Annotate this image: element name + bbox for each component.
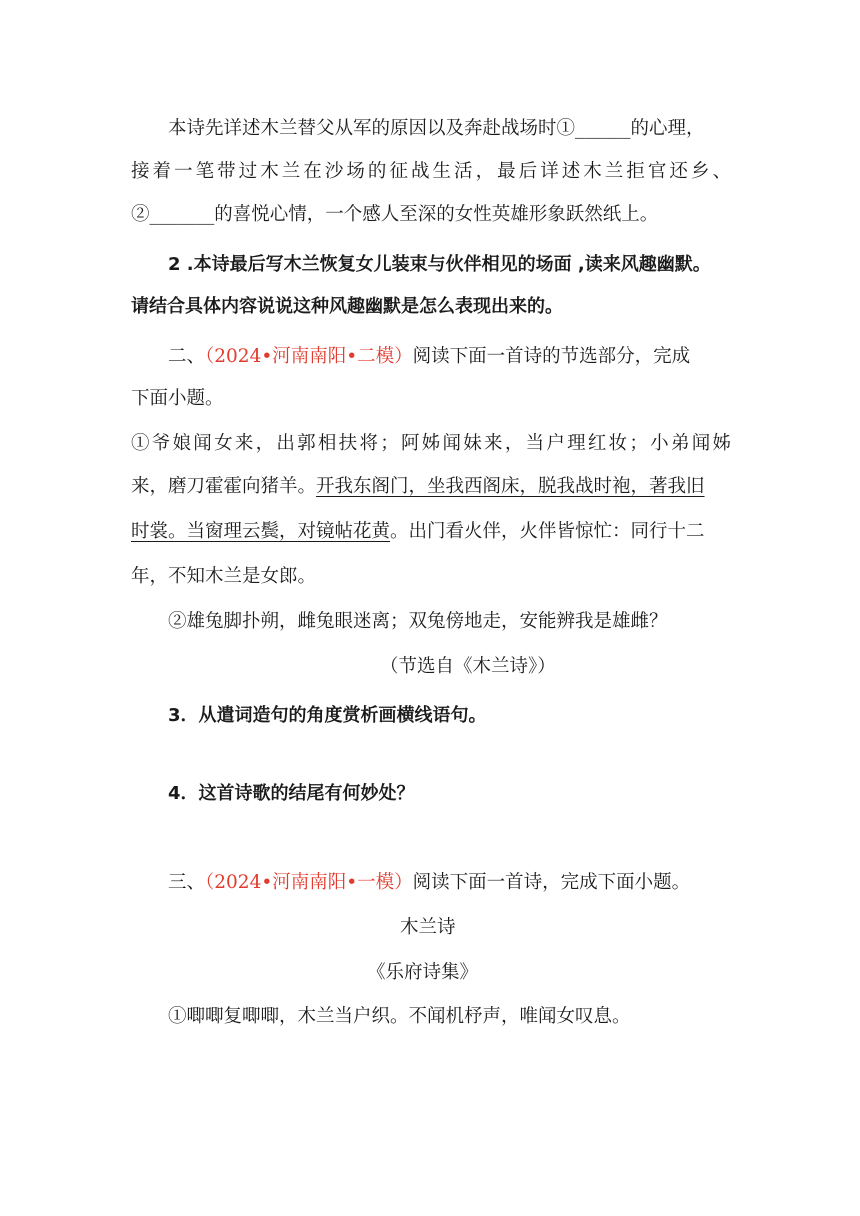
poem-plain-text: 来，磨刀霍霍向猪羊。 [131, 476, 317, 497]
section-3-heading [168, 871, 728, 895]
section-prefix: 三、 [168, 872, 206, 893]
section-source: （2024•河南南阳•一模） [205, 872, 413, 893]
section-source: （2024•河南南阳•二模） [205, 346, 413, 367]
section-2-heading [168, 345, 733, 369]
poem-title: 木兰诗 [400, 917, 456, 938]
poem-line: ②雄兔脚扑朔，雌兔眼迷离；双兔傍地走，安能辨我是雄雌？ [168, 611, 668, 632]
paragraph-line: ②_______的喜悦心情，一个感人至深的女性英雄形象跃然纸上。 [131, 204, 659, 225]
section-prefix: 二、 [168, 346, 206, 367]
question-2-line: 2 .本诗最后写木兰恢复女儿装束与伙伴相见的场面 ,读来风趣幽默。 [168, 254, 711, 275]
poem-line: ①爷娘闻女来，出郭相扶将；阿姊闻妹来，当户理红妆；小弟闻姊 [131, 433, 731, 454]
section-2-heading-cont: 下面小题。 [131, 388, 224, 409]
paragraph-line: 接着一笔带过木兰在沙场的征战生活，最后详述木兰拒官还乡、 [131, 161, 731, 182]
question-2-line: 请结合具体内容说说这种风趣幽默是怎么表现出来的。 [131, 296, 563, 317]
poem-plain-text: 。出门看火伴，火伴皆惊忙：同行十二 [390, 521, 705, 542]
poem-author: 《乐府诗集》 [367, 962, 479, 983]
paragraph-line: 本诗先详述木兰替父从军的原因以及奔赴战场时①______的心理， [168, 118, 705, 139]
section-instruction: 阅读下面一首诗的节选部分，完成 [412, 346, 691, 367]
question-4: 4．这首诗歌的结尾有何妙处？ [168, 783, 415, 804]
poem-line: 年，不知木兰是女郎。 [131, 566, 317, 587]
poem-source: （节选自《木兰诗》） [380, 656, 556, 677]
poem-line: ①唧唧复唧唧，木兰当户织。不闻机杼声，唯闻女叹息。 [168, 1006, 631, 1027]
section-instruction: 阅读下面一首诗，完成下面小题。 [412, 872, 691, 893]
question-3: 3．从遣词造句的角度赏析画横线语句。 [168, 705, 487, 726]
poem-line [131, 520, 731, 544]
poem-line [131, 475, 731, 499]
underlined-sentence: 开我东阁门，坐我西阁床，脱我战时袍，著我旧 [316, 476, 705, 497]
underlined-sentence: 时裳。当窗理云鬓，对镜帖花黄 [131, 521, 391, 542]
